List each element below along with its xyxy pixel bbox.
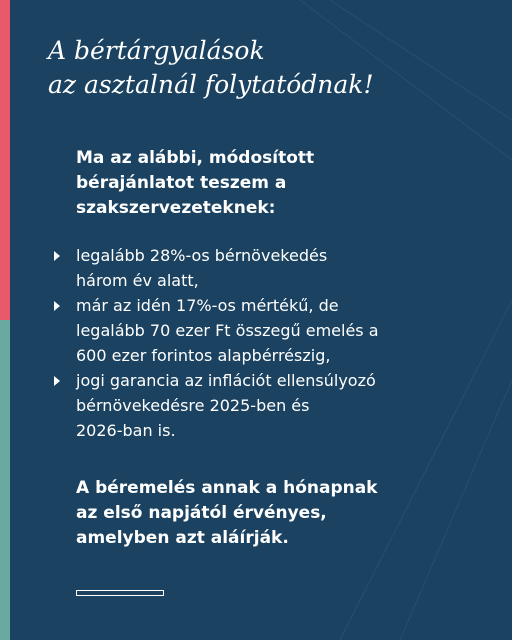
list-item-line: legalább 70 ezer Ft összegű emelés a bbox=[76, 321, 379, 340]
list-item-line: három év alatt, bbox=[76, 271, 199, 290]
list-item-line: 600 ezer forintos alapbérrészig, bbox=[76, 346, 331, 365]
list-item-line: már az idén 17%-os mértékű, de bbox=[76, 296, 339, 315]
arrow-right-icon bbox=[54, 376, 60, 386]
list-item bbox=[76, 293, 496, 368]
headline-line-1: A bértárgyalások bbox=[48, 36, 265, 65]
closing-text bbox=[76, 476, 496, 551]
list-item bbox=[76, 368, 496, 443]
intro-text bbox=[76, 146, 476, 221]
intro-line-3: szakszervezeteknek: bbox=[76, 198, 276, 218]
list-item-line: legalább 28%-os bérnövekedés bbox=[76, 246, 328, 265]
list-item bbox=[76, 243, 496, 293]
arrow-right-icon bbox=[54, 251, 60, 261]
decorative-rectangle bbox=[76, 590, 164, 596]
headline bbox=[48, 34, 488, 102]
closing-line-3: amelyben azt aláírják. bbox=[76, 528, 289, 548]
headline-line-2: az asztalnál folytatódnak! bbox=[48, 70, 374, 99]
arrow-right-icon bbox=[54, 301, 60, 311]
intro-line-2: bérajánlatot teszem a bbox=[76, 173, 287, 193]
offer-list bbox=[76, 243, 496, 443]
list-item-line: bérnövekedésre 2025-ben és bbox=[76, 396, 310, 415]
list-item-line: 2026-ban is. bbox=[76, 421, 176, 440]
list-item-line: jogi garancia az inflációt ellensúlyozó bbox=[76, 371, 376, 390]
closing-line-2: az első napjától érvényes, bbox=[76, 503, 327, 523]
closing-line-1: A béremelés annak a hónapnak bbox=[76, 478, 378, 498]
intro-line-1: Ma az alábbi, módosított bbox=[76, 148, 315, 168]
